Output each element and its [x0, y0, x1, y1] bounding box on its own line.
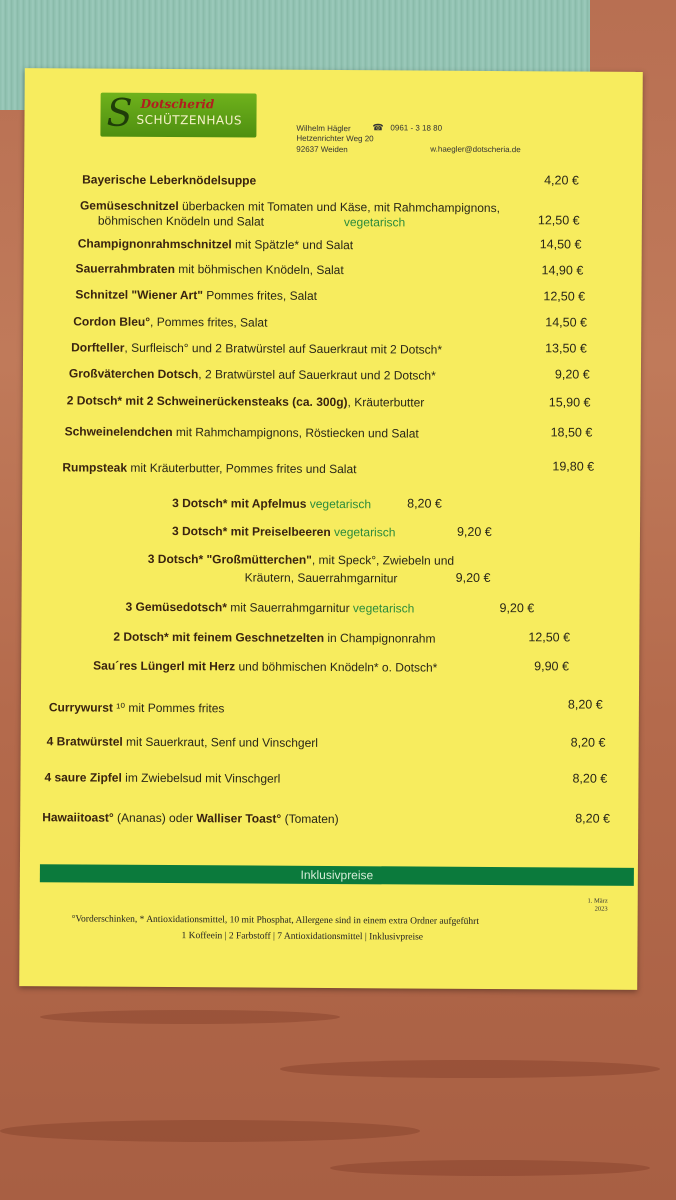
menu-item-description: Pommes frites, Salat	[202, 288, 318, 303]
menu-sheet	[19, 68, 643, 990]
menu-item-description: , Surfleisch° und 2 Bratwürstel auf Sauerkraut mit 2 Dotsch*	[124, 340, 443, 357]
footnote-line-2: 1 Koffeein | 2 Farbstoff | 7 Antioxidationsmittel | Inklusivpreise	[181, 931, 424, 943]
menu-item-price: 8,20 €	[575, 811, 611, 826]
date-line-1: 1. März	[587, 897, 608, 905]
menu-item-description: (Ananas) oder	[113, 810, 197, 826]
menu-item	[75, 287, 317, 303]
wood-grain	[0, 1120, 420, 1142]
menu-item	[67, 393, 425, 410]
menu-item	[65, 424, 419, 441]
menu-item	[76, 261, 344, 278]
menu-item-name: Dorfteller	[71, 340, 125, 355]
menu-item-price: 8,20 €	[572, 771, 608, 786]
wood-grain	[280, 1060, 660, 1078]
menu-item	[82, 172, 256, 188]
menu-item-name: Champignonrahmschnitzel	[77, 236, 232, 252]
vegetarian-label: vegetarisch	[334, 525, 396, 540]
menu-item-price: 14,50 €	[545, 315, 588, 330]
menu-item-description-line-2: Kräutern, Sauerrahmgarnitur	[244, 570, 398, 586]
menu-item-price: 14,90 €	[541, 263, 584, 278]
menu-item-name: Sau´res Lüngerl mit Herz	[93, 658, 236, 674]
menu-item-name: 3 Dotsch* mit Apfelmus	[172, 496, 307, 511]
menu-item-price: 18,50 €	[550, 425, 593, 440]
menu-item	[172, 524, 396, 540]
menu-item-name: 2 Dotsch* mit 2 Schweinerückensteaks (ca. 300g)	[66, 393, 348, 410]
menu-item-name-2: Walliser Toast°	[196, 811, 282, 826]
menu-item-price: 9,20 €	[554, 367, 590, 382]
menu-item-price: 13,50 €	[545, 341, 587, 356]
menu-item	[78, 236, 354, 253]
menu-item-description-2: (Tomaten)	[281, 811, 339, 827]
menu-item-name: Cordon Bleu°	[73, 314, 151, 329]
menu-item-description: und böhmischen Knödeln* o. Dotsch*	[235, 659, 438, 675]
menu-item-price: 15,90 €	[548, 395, 591, 410]
menu-item-name: Gemüseschnitzel	[79, 198, 179, 214]
menu-item-price: 19,80 €	[552, 459, 595, 474]
menu-item	[69, 366, 436, 383]
menu-item-name: Currywurst	[48, 700, 113, 715]
menu-item-description: überbacken mit Tomaten und Käse, mit Rahmchampignons,	[178, 199, 500, 216]
menu-item	[93, 659, 437, 676]
wood-grain	[330, 1160, 650, 1176]
logo-letter: S	[106, 90, 133, 135]
menu-item-name: Hawaiitoast°	[42, 810, 114, 825]
menu-item-name: Großväterchen Dotsch	[68, 366, 199, 382]
menu-item-price: 12,50 €	[537, 213, 580, 228]
menu-item	[148, 552, 454, 569]
menu-item-price: 9,20 €	[456, 524, 492, 539]
menu-item-description: mit Rahmchampignons, Röstiecken und Salat	[172, 425, 419, 441]
vegetarian-label: vegetarisch	[343, 215, 406, 230]
menu-date	[568, 897, 608, 913]
vegetarian-label: vegetarisch	[352, 601, 415, 616]
menu-item-description: , mit Speck°, Zwiebeln und	[311, 552, 455, 568]
menu-item-description: mit Sauerrahmgarnitur	[226, 600, 353, 616]
menu-item-price: 8,20 €	[567, 697, 603, 712]
footnote-line-1: °Vorderschinken, * Antioxidationsmittel, 10 mit Phosphat, Allergene sind in einem extra Ordner aufgeführt	[71, 914, 480, 927]
menu-item-name: 4 Bratwürstel	[46, 734, 123, 749]
menu-item-description-line-2: böhmischen Knödeln und Salat	[97, 213, 265, 229]
menu-item-price: 9,90 €	[534, 659, 569, 674]
menu-item-description: , 2 Bratwürstel auf Sauerkraut und 2 Dotsch*	[198, 367, 436, 383]
menu-item	[113, 630, 435, 647]
menu-item-price: 8,20 €	[407, 496, 442, 511]
menu-item-description: mit Sauerkraut, Senf und Vinschgerl	[122, 734, 318, 750]
menu-item-price: 4,20 €	[544, 173, 579, 188]
menu-item	[49, 700, 225, 716]
menu-item-price: 12,50 €	[528, 630, 571, 645]
wood-grain	[40, 1010, 340, 1024]
menu-item-description: mit Spätzle* und Salat	[231, 237, 354, 253]
menu-item-name: Rumpsteak	[62, 460, 128, 475]
contact-city: 92637 Weiden	[296, 144, 348, 155]
menu-item-price: 12,50 €	[543, 289, 586, 304]
menu-item-name: 4 saure Zipfel	[44, 770, 122, 785]
menu-item-name: Sauerrahmbraten	[75, 261, 176, 277]
menu-item-description: in Champignonrahm	[324, 630, 436, 646]
phone-icon: ☎	[372, 122, 384, 133]
menu-item-description: mit Kräuterbutter, Pommes frites und Salat	[127, 460, 357, 477]
contact-phone: 0961 - 3 18 80	[390, 123, 443, 133]
logo-main-text: SCHÜTZENHAUS	[136, 112, 243, 128]
vegetarian-label: vegetarisch	[309, 496, 372, 512]
contact-street: Hetzenrichter Weg 20	[296, 133, 374, 144]
menu-item	[73, 314, 267, 330]
menu-item-description: , Pommes frites, Salat	[150, 314, 268, 330]
menu-item-description: im Zwiebelsud mit Vinschgerl	[121, 770, 281, 786]
menu-item	[47, 734, 318, 751]
menu-item-name: 2 Dotsch* mit feinem Geschnetzelten	[113, 629, 325, 645]
menu-item-description: ¹⁰ mit Pommes frites	[112, 700, 225, 716]
menu-item-price: 14,50 €	[539, 237, 582, 252]
inclusive-prices-bar: Inklusivpreise	[40, 864, 634, 886]
menu-item	[125, 600, 414, 617]
menu-item-description: , Kräuterbutter	[347, 395, 425, 410]
menu-item-price: 9,20 €	[455, 570, 491, 585]
menu-item	[62, 460, 356, 477]
menu-item-description: mit böhmischen Knödeln, Salat	[174, 262, 344, 278]
menu-item-name: Schnitzel "Wiener Art"	[75, 287, 203, 303]
contact-email: w.haegler@dotscheria.de	[430, 144, 521, 155]
menu-item	[172, 496, 371, 512]
menu-item	[44, 770, 280, 786]
menu-item-name: 3 Gemüsedotsch*	[125, 599, 227, 615]
menu-item-name: Bayerische Leberknödelsuppe	[82, 172, 257, 188]
logo-top-text: Dotscherid	[140, 96, 215, 112]
menu-item-price: 9,20 €	[499, 601, 535, 616]
menu-item	[71, 340, 442, 357]
menu-item-name: 3 Dotsch* mit Preiselbeeren	[171, 524, 331, 539]
menu-item-price: 8,20 €	[570, 735, 606, 750]
contact-name: Wilhelm Hägler	[296, 123, 351, 134]
menu-item-name: Schweinelendchen	[64, 424, 173, 440]
restaurant-logo	[100, 90, 256, 138]
menu-item-name: 3 Dotsch* "Großmütterchen"	[147, 551, 312, 567]
date-line-2: 2023	[594, 905, 608, 913]
menu-item	[42, 810, 338, 827]
